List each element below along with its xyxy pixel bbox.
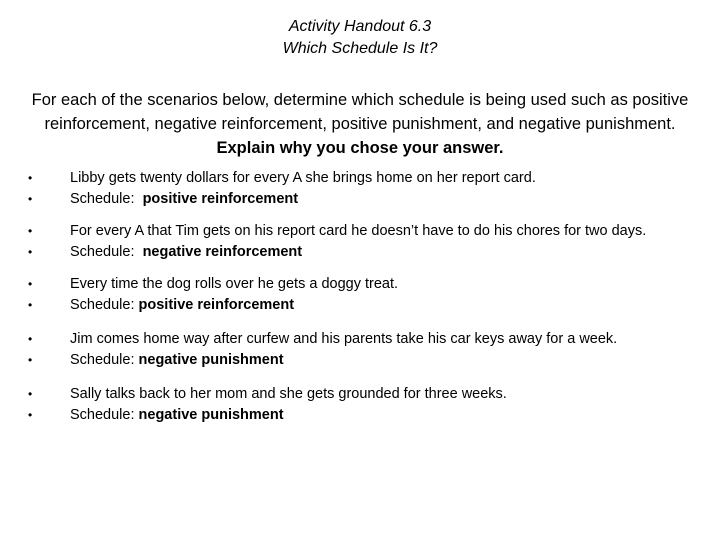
scenario-text-line bbox=[28, 386, 698, 402]
bullet-icon: • bbox=[28, 224, 33, 238]
scenario-text-line bbox=[28, 276, 698, 292]
instructions-emphasis: Explain why you chose your answer. bbox=[216, 139, 504, 157]
schedule-answer: negative punishment bbox=[138, 352, 284, 368]
scenario-text: Libby gets twenty dollars for every A she brings home on her report card. bbox=[70, 170, 536, 186]
scenario-text: Sally talks back to her mom and she gets grounded for three weeks. bbox=[70, 386, 507, 402]
instructions bbox=[30, 88, 690, 160]
scenario-item bbox=[28, 276, 698, 313]
scenario-item bbox=[28, 331, 698, 368]
schedule-answer: negative reinforcement bbox=[142, 244, 303, 260]
scenario-schedule-line bbox=[28, 352, 698, 368]
schedule-label: Schedule: bbox=[70, 352, 135, 368]
scenario-text-line bbox=[28, 170, 698, 186]
handout-subtitle: Which Schedule Is It? bbox=[282, 40, 438, 57]
bullet-icon: • bbox=[28, 387, 33, 401]
schedule-answer: negative punishment bbox=[138, 407, 284, 423]
scenario-schedule-line bbox=[28, 407, 698, 423]
schedule-label: Schedule: bbox=[70, 407, 135, 423]
scenario-item bbox=[28, 223, 698, 260]
scenario-text: For every A that Tim gets on his report card he doesn’t have to do his chores for two days. bbox=[70, 223, 647, 239]
schedule-label: Schedule: bbox=[70, 297, 135, 313]
scenario-text: Jim comes home way after curfew and his parents take his car keys away for a week. bbox=[70, 331, 618, 347]
bullet-icon: • bbox=[28, 192, 33, 206]
scenario-schedule-line bbox=[28, 191, 698, 207]
scenario-text: Every time the dog rolls over he gets a doggy treat. bbox=[70, 276, 399, 292]
bullet-icon: • bbox=[28, 171, 33, 185]
scenario-item bbox=[28, 386, 698, 423]
schedule-answer: positive reinforcement bbox=[138, 297, 295, 313]
bullet-icon: • bbox=[28, 245, 33, 259]
bullet-icon: • bbox=[28, 332, 33, 346]
scenario-item bbox=[28, 170, 698, 207]
scenario-list bbox=[28, 170, 698, 428]
bullet-icon: • bbox=[28, 298, 33, 312]
instructions-text: For each of the scenarios below, determine which schedule is being used such as positive reinforcement, negative reinforcement, positive punishment, and negative punishment. bbox=[31, 91, 689, 133]
scenario-text-line bbox=[28, 223, 698, 239]
bullet-icon: • bbox=[28, 408, 33, 422]
schedule-label: Schedule: bbox=[70, 191, 135, 207]
scenario-text-line bbox=[28, 331, 698, 347]
schedule-label: Schedule: bbox=[70, 244, 135, 260]
scenario-schedule-line bbox=[28, 244, 698, 260]
schedule-answer: positive reinforcement bbox=[142, 191, 299, 207]
bullet-icon: • bbox=[28, 353, 33, 367]
bullet-icon: • bbox=[28, 277, 33, 291]
handout-title: Activity Handout 6.3 bbox=[288, 18, 432, 35]
scenario-schedule-line bbox=[28, 297, 698, 313]
title-block bbox=[0, 16, 720, 60]
